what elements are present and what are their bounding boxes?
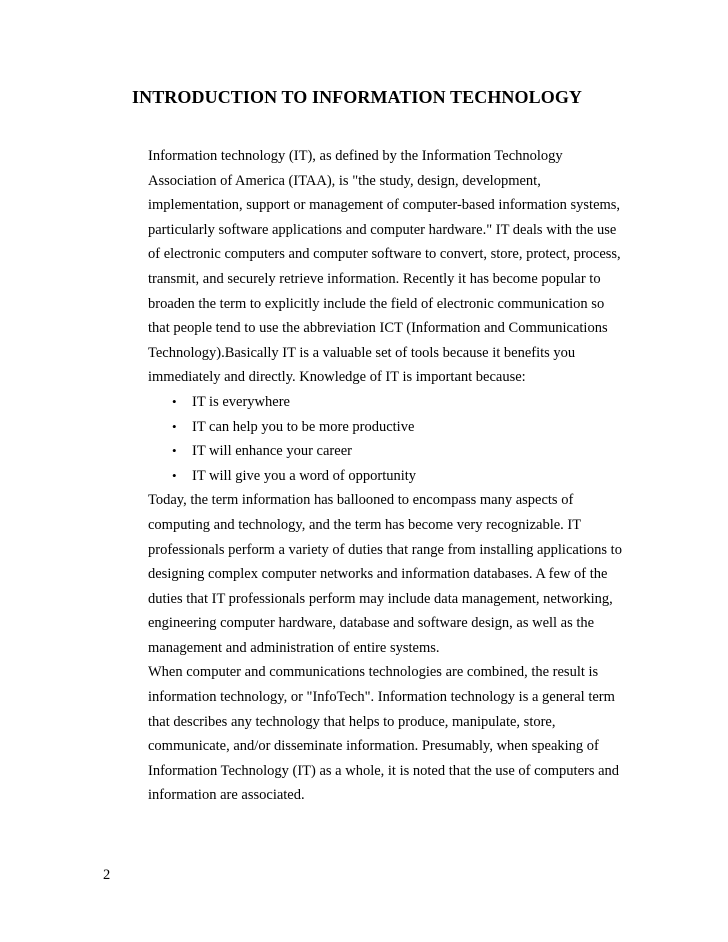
bullet-icon: • [172, 467, 177, 483]
list-item-text: IT will enhance your career [192, 443, 352, 460]
text-line: implementation, support or management of computer-based information systems, [148, 197, 621, 214]
text-line: immediately and directly. Knowledge of IT is important because: [148, 369, 526, 386]
paragraph-it-today [148, 488, 622, 660]
text-line: information are associated. [148, 787, 305, 804]
text-line: computing and technology, and the term has become very recognizable. IT [148, 516, 582, 533]
text-line: information technology, or "InfoTech". Information technology is a general term [148, 689, 615, 706]
text-line: Today, the term information has ballooned to encompass many aspects of [148, 492, 574, 509]
text-line: particularly software applications and computer hardware." IT deals with the use [148, 221, 617, 238]
text-line: duties that IT professionals perform may include data management, networking, [148, 590, 613, 607]
text-line: Technology).Basically IT is a valuable set of tools because it benefits you [148, 344, 576, 361]
text-line: that describes any technology that helps to produce, manipulate, store, [148, 713, 556, 730]
text-line: transmit, and securely retrieve information. Recently it has become popular to [148, 270, 601, 287]
text-line: management and administration of entire systems. [148, 639, 440, 656]
text-line: broaden the term to explicitly include the field of electronic communication so [148, 295, 605, 312]
bullet-icon: • [172, 443, 177, 459]
list-item [148, 439, 622, 464]
list-item [148, 390, 622, 415]
bullet-icon: • [172, 418, 177, 434]
text-line: professionals perform a variety of duties that range from installing applications to [148, 541, 622, 558]
list-item-text: IT is everywhere [192, 393, 290, 410]
page-number: 2 [103, 867, 111, 883]
bullet-list [148, 390, 622, 488]
text-line: of electronic computers and computer software to convert, store, protect, process, [148, 246, 621, 263]
text-line: that people tend to use the abbreviation ICT (Information and Communications [148, 320, 608, 337]
text-line: Association of America (ITAA), is "the study, design, development, [148, 172, 541, 189]
page-title: INTRODUCTION TO INFORMATION TECHNOLOGY [132, 87, 583, 107]
text-line: Information Technology (IT) as a whole, it is noted that the use of computers and [148, 762, 620, 779]
list-item-text: IT will give you a word of opportunity [192, 467, 417, 484]
list-item-text: IT can help you to be more productive [192, 418, 415, 435]
list-item [148, 415, 622, 440]
text-line: engineering computer hardware, database and software design, as well as the [148, 615, 595, 632]
text-line: communicate, and/or disseminate information. Presumably, when speaking of [148, 738, 599, 755]
list-item [148, 464, 622, 489]
bullet-icon: • [172, 393, 177, 409]
paragraph-intro [148, 144, 622, 390]
paragraph-infotech [148, 660, 622, 808]
text-line: Information technology (IT), as defined by the Information Technology [148, 148, 563, 164]
text-line: When computer and communications technologies are combined, the result is [148, 664, 599, 681]
document-body [148, 144, 622, 808]
text-line: designing complex computer networks and information databases. A few of the [148, 566, 608, 583]
